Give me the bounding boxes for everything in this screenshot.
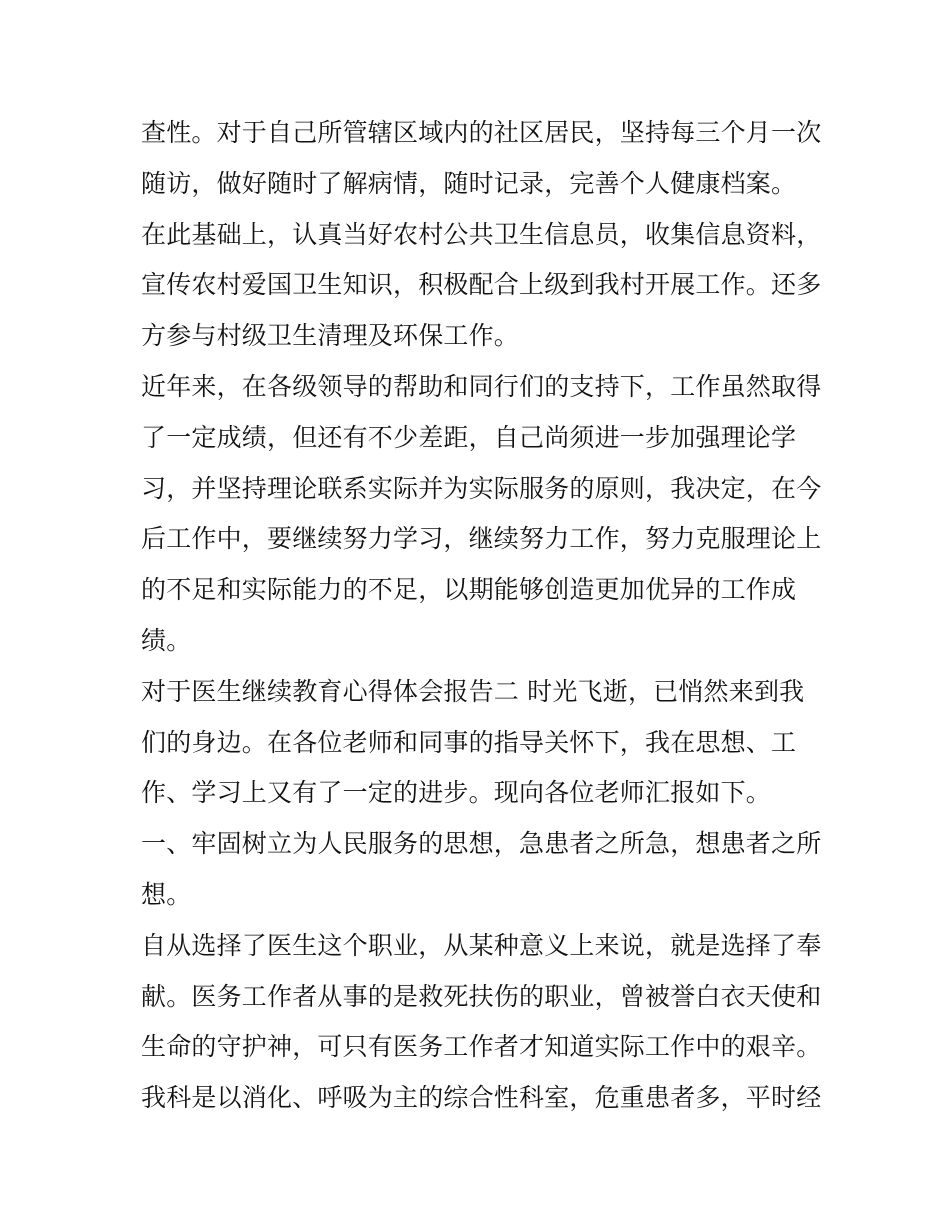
document-body-text <box>141 108 821 1124</box>
text-line-12: 对于医生继续教育心得体会报告二 时光飞逝，已悄然来到我 <box>141 676 805 706</box>
text-line-3: 在此基础上，认真当好农村公共卫生信息员，收集信息资料， <box>141 219 822 249</box>
text-line-9: 后工作中，要继续努力学习，继续努力工作，努力克服理论上 <box>141 524 822 554</box>
text-line-15: 一、牢固树立为人民服务的思想，急患者之所急，想患者之所 <box>141 829 822 859</box>
text-line-6: 近年来，在各级领导的帮助和同行们的支持下，工作虽然取得 <box>141 371 822 401</box>
text-line-20: 我科是以消化、呼吸为主的综合性科室，危重患者多，平时经 <box>141 1083 822 1113</box>
text-line-4: 宣传农村爱国卫生知识，积极配合上级到我村开展工作。还多 <box>141 270 822 300</box>
text-line-16: 想。 <box>141 879 192 909</box>
text-line-8: 习，并坚持理论联系实际并为实际服务的原则，我决定，在今 <box>141 473 822 503</box>
text-line-18: 献。医务工作者从事的是救死扶伤的职业，曾被誉白衣天使和 <box>141 981 822 1011</box>
text-line-7: 了一定成绩，但还有不少差距，自己尚须进一步加强理论学 <box>141 422 797 452</box>
text-line-1: 查性。对于自己所管辖区域内的社区居民，坚持每三个月一次 <box>141 118 822 147</box>
text-line-19: 生命的守护神，可只有医务工作者才知道实际工作中的艰辛。 <box>141 1032 822 1062</box>
text-line-17: 自从选择了医生这个职业，从某种意义上来说，就是选择了奉 <box>141 930 822 960</box>
text-line-14: 作、学习上又有了一定的进步。现向各位老师汇报如下。 <box>141 778 772 808</box>
text-line-5: 方参与村级卫生清理及环保工作。 <box>141 321 520 351</box>
text-line-13: 们的身边。在各位老师和同事的指导关怀下，我在思想、工 <box>141 727 797 757</box>
text-line-2: 随访，做好随时了解病情，随时记录，完善个人健康档案。 <box>141 168 797 198</box>
text-line-10: 的不足和实际能力的不足，以期能够创造更加优异的工作成 <box>141 575 797 605</box>
text-line-11: 绩。 <box>141 625 192 655</box>
